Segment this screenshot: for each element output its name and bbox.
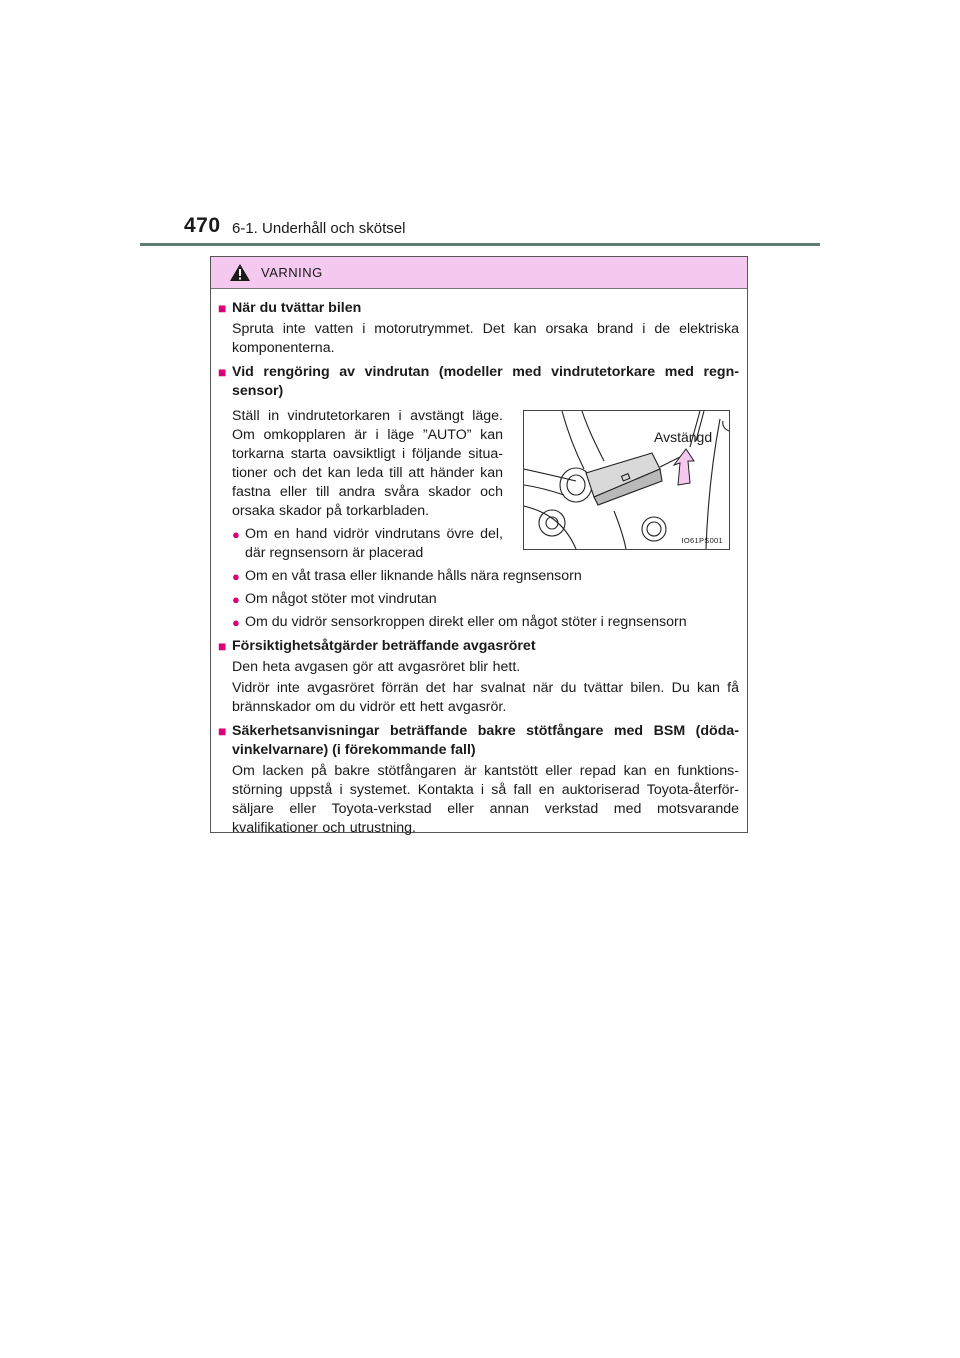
warning-box xyxy=(210,256,748,836)
circle-bullet-icon: ● xyxy=(232,527,240,542)
list-item: ● Om en hand vidrör vindrutans övre del, där regnsensorn är placerad xyxy=(232,526,503,561)
item-title: Säkerhetsanvisningar beträffande bakre stötfångare med BSM (döda-vinkelvarnare) (i förekommande fall) xyxy=(232,723,739,758)
header-rule xyxy=(140,243,820,246)
warning-triangle-icon xyxy=(229,263,251,282)
warning-item xyxy=(218,637,739,717)
paragraph: Spruta inte vatten i motorutrymmet. Det kan orsaka brand i de elektriska komponenterna. xyxy=(232,321,739,356)
paragraph: Vidrör inte avgasröret förrän det har svalnat när du tvättar bilen. Du kan få brännskador om du vidrör ett hett avgasrör. xyxy=(232,680,739,715)
list-item: ● Om du vidrör sensorkroppen direkt eller om något stöter i regnsensorn xyxy=(232,614,687,630)
figure-label: Avstängd xyxy=(654,429,713,445)
section-title: 6-1. Underhåll och skötsel xyxy=(232,220,406,237)
circle-bullet-icon: ● xyxy=(232,569,240,584)
list-item: ● Om något stöter mot vindrutan xyxy=(232,591,437,607)
warning-item xyxy=(218,363,739,632)
item-title: Vid rengöring av vindrutan (modeller med vindrutetorkare med regn-sensor) xyxy=(232,364,739,399)
circle-bullet-icon: ● xyxy=(232,615,240,630)
paragraph: Om lacken på bakre stötfångaren är kantstött eller repad kan en funktions-störning uppstå i systemet. Kontakta i så fall en auktoriserad Toyota-återför-säljare eller Toyota-verkstad eller annan verkstad med motsvarande kvalifikationer och utrustning. xyxy=(232,763,739,836)
paragraph: Den heta avgasen gör att avgasröret blir hett. xyxy=(232,659,521,675)
paragraph: Ställ in vindrutetorkaren i avstängt läge. Om omkopplaren är i läge ”AUTO” kan torkarna starta oavsiktligt i följande situa-tioner och det kan leda till att händer kan fastna eller till andra svåra skador och orsaka skador på torkarbladen. xyxy=(232,408,503,519)
figure-code: IO61PS001 xyxy=(681,536,723,545)
warning-body xyxy=(211,289,747,838)
warning-item xyxy=(218,299,739,358)
circle-bullet-icon: ● xyxy=(232,592,240,607)
square-bullet-icon: ■ xyxy=(218,364,227,380)
warning-title: VARNING xyxy=(261,265,323,280)
square-bullet-icon: ■ xyxy=(218,723,227,739)
warning-header xyxy=(211,257,747,289)
square-bullet-icon: ■ xyxy=(218,300,227,316)
item-title: Försiktighetsåtgärder beträffande avgasröret xyxy=(232,638,536,654)
list-item: ● Om en våt trasa eller liknande hålls nära regnsensorn xyxy=(232,568,582,584)
square-bullet-icon: ■ xyxy=(218,638,227,654)
wiper-switch-figure xyxy=(523,410,730,550)
page-number: 470 xyxy=(184,214,221,237)
item-title: När du tvättar bilen xyxy=(232,300,362,316)
warning-item xyxy=(218,722,739,838)
